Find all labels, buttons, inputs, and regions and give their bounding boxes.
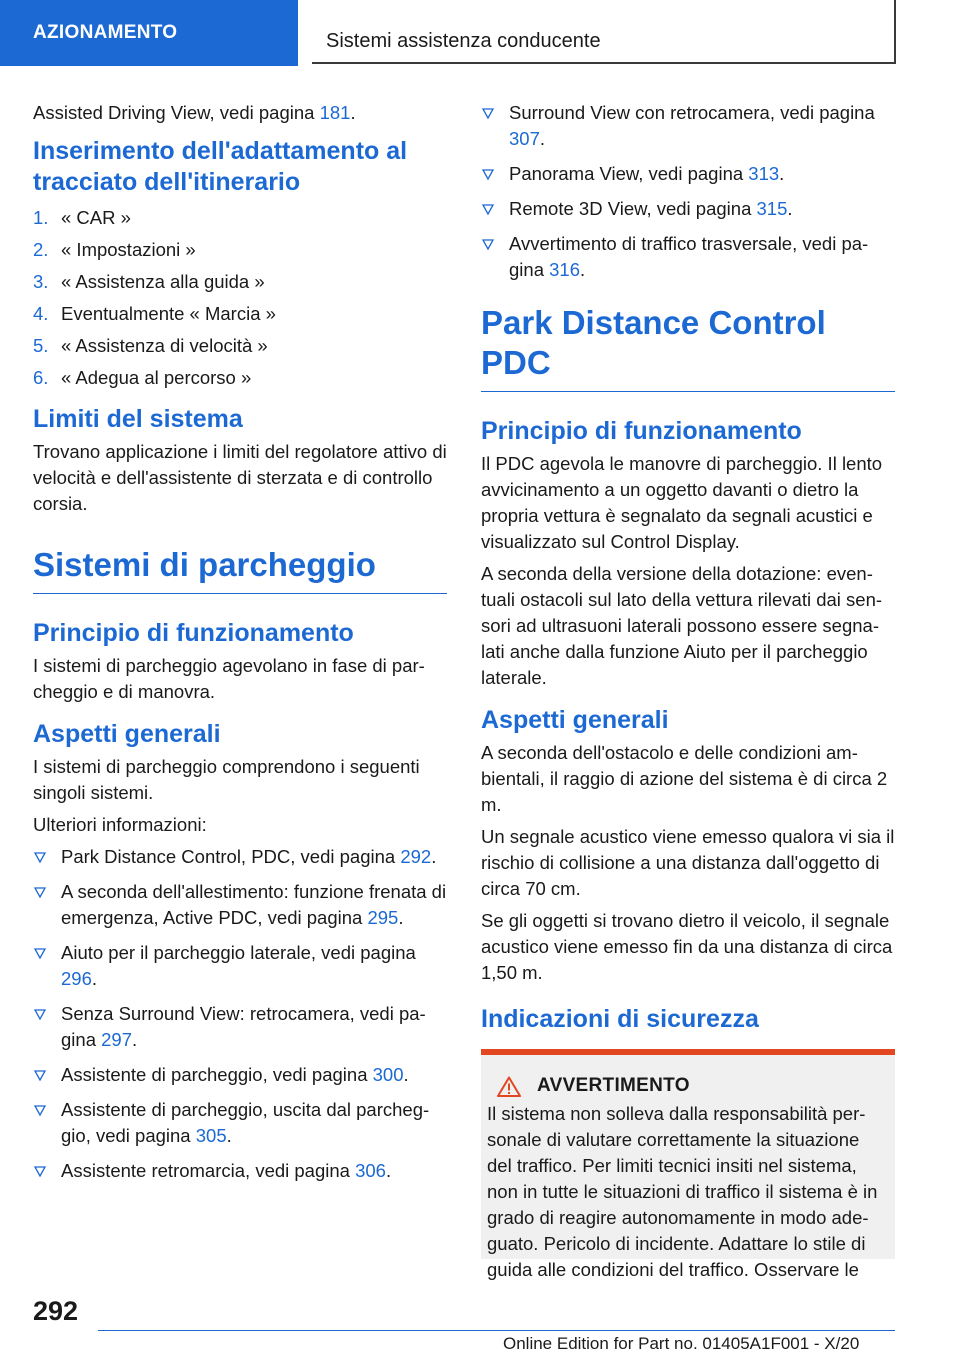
principio-paragraph-2: A seconda della versione della dotazione: eventuali ostacoli sul lato della vettura rilevati dai sensori ad ultrasuoni laterali possono essere segnalati anche dalla funzione Aiuto per il parcheggio laterale. xyxy=(481,563,883,688)
list-item: 5. « Assistenza di velocità » xyxy=(33,335,268,356)
page-link[interactable]: 306 xyxy=(355,1160,386,1181)
triangle-bullet-icon xyxy=(482,204,494,215)
triangle-bullet-icon xyxy=(34,948,46,959)
triangle-bullet-icon xyxy=(34,852,46,863)
triangle-bullet-icon xyxy=(482,169,494,180)
limiti-paragraph: Trovano applicazione i limiti del regolatore attivo di velocità e dell'assistente di sterzata e di controllo corsia. xyxy=(33,441,447,514)
footer-divider xyxy=(98,1330,895,1331)
list-item: Panorama View, vedi pagina 313. xyxy=(481,161,895,187)
left-column xyxy=(33,100,447,1193)
principio-paragraph-1: Il PDC agevola le manovre di parcheggio. Il lento avvicinamento a un oggetto davanti o dietro la propria vettura è segnalato da segnali acustici e visualizzato sul Control Display. xyxy=(481,453,883,552)
list-item: 4. Eventualmente « Marcia » xyxy=(33,303,276,324)
page-link[interactable]: 313 xyxy=(748,163,780,184)
systems-list-continued xyxy=(481,100,895,283)
section-title: AZIONAMENTO xyxy=(0,0,298,66)
heading-sicurezza: Indicazioni di sicurezza xyxy=(481,1005,759,1033)
page-link[interactable]: 181 xyxy=(319,102,351,123)
triangle-bullet-icon xyxy=(482,108,494,119)
page-link[interactable]: 305 xyxy=(195,1125,227,1146)
list-item: Assistente retromarcia, vedi pagina 306. xyxy=(33,1158,447,1184)
heading-principio: Principio di funzionamento xyxy=(481,417,802,445)
triangle-bullet-icon xyxy=(34,1166,46,1177)
intro-paragraph: Assisted Driving View, vedi pagina 181. xyxy=(33,102,356,123)
triangle-bullet-icon xyxy=(34,1009,46,1020)
chapter-title: Sistemi assistenza conducente xyxy=(312,0,896,64)
right-column xyxy=(481,100,895,1280)
list-item: Remote 3D View, vedi pagina 315. xyxy=(481,196,895,222)
list-item: Avvertimento di traffico trasversale, vedi pagina 316. xyxy=(481,231,895,283)
triangle-bullet-icon xyxy=(34,1070,46,1081)
heading-pdc: Park Distance Control PDC xyxy=(481,303,895,392)
heading-principio: Principio di funzionamento xyxy=(33,619,354,647)
list-item: A seconda dell'allestimento: funzione frenata di emergenza, Active PDC, vedi pagina 295. xyxy=(33,879,447,931)
page-link[interactable]: 315 xyxy=(756,198,788,219)
list-item: Park Distance Control, PDC, vedi pagina 292. xyxy=(33,844,447,870)
aspetti-paragraph-1: A seconda dell'ostacolo e delle condizioni ambientali, il raggio di azione del sistema è di circa 2 m. xyxy=(481,742,888,815)
page-link[interactable]: 316 xyxy=(549,259,580,280)
page-link[interactable]: 295 xyxy=(367,907,399,928)
page-number: 292 xyxy=(33,1296,79,1326)
steps-list xyxy=(33,202,447,394)
warning-header xyxy=(497,1075,889,1097)
list-item: Aiuto per il parcheggio laterale, vedi pagina 296. xyxy=(33,940,447,992)
page-link[interactable]: 300 xyxy=(372,1064,404,1085)
warning-text: Il sistema non solleva dalla responsabilità personale di valutare correttamente la situazione del traffico. Per limiti tecnici insiti nel sistema, non in tutte le situazioni di traffico il sistema è in grado di reagire autonomamente in modo adeguato. Pericolo di incidente. Adattare lo stile di guida alle condizioni del traffico. Osservare le xyxy=(487,1103,878,1280)
heading-aspetti: Aspetti generali xyxy=(481,706,669,734)
list-item: Surround View con retrocamera, vedi pagina 307. xyxy=(481,100,895,152)
list-item: 6. « Adegua al percorso » xyxy=(33,367,252,388)
principio-paragraph: I sistemi di parcheggio agevolano in fase di parcheggio e di manovra. xyxy=(33,655,425,702)
list-item: 1. « CAR » xyxy=(33,207,131,228)
triangle-bullet-icon xyxy=(482,239,494,250)
triangle-bullet-icon xyxy=(34,1105,46,1116)
warning-title: AVVERTIMENTO xyxy=(537,1075,690,1096)
page-header xyxy=(0,0,960,66)
list-item: 2. « Impostazioni » xyxy=(33,239,196,260)
heading-adattamento: Inserimento dell'adattamento al tracciato dell'itinerario xyxy=(33,137,408,196)
page-link[interactable]: 307 xyxy=(509,128,540,149)
aspetti-paragraph-2: Un segnale acustico viene emesso qualora vi sia il rischio di collisione a una distanza dall'oggetto di circa 70 cm. xyxy=(481,826,895,899)
heading-sistemi-parcheggio: Sistemi di parcheggio xyxy=(33,545,447,594)
list-item: Assistente di parcheggio, vedi pagina 300. xyxy=(33,1062,447,1088)
ulteriori-label: Ulteriori informazioni: xyxy=(33,814,207,835)
page-link[interactable]: 296 xyxy=(61,968,92,989)
aspetti-paragraph-3: Se gli oggetti si trovano dietro il veicolo, il segnale acustico viene emesso fin da una distanza di circa 1,50 m. xyxy=(481,910,893,983)
systems-list xyxy=(33,844,447,1184)
heading-aspetti: Aspetti generali xyxy=(33,720,221,748)
aspetti-paragraph: I sistemi di parcheggio comprendono i seguenti singoli sistemi. xyxy=(33,756,420,803)
page-link[interactable]: 292 xyxy=(400,846,432,867)
heading-limiti: Limiti del sistema xyxy=(33,405,243,433)
triangle-bullet-icon xyxy=(34,887,46,898)
page-link[interactable]: 297 xyxy=(101,1029,132,1050)
footer-edition: Online Edition for Part no. 01405A1F001 - X/20 xyxy=(503,1334,860,1353)
list-item: 3. « Assistenza alla guida » xyxy=(33,271,265,292)
list-item: Senza Surround View: retrocamera, vedi pagina 297. xyxy=(33,1001,447,1053)
list-item: Assistente di parcheggio, uscita dal parcheggio, vedi pagina 305. xyxy=(33,1097,447,1149)
warning-box xyxy=(481,1049,895,1280)
warning-triangle-icon xyxy=(497,1076,521,1097)
